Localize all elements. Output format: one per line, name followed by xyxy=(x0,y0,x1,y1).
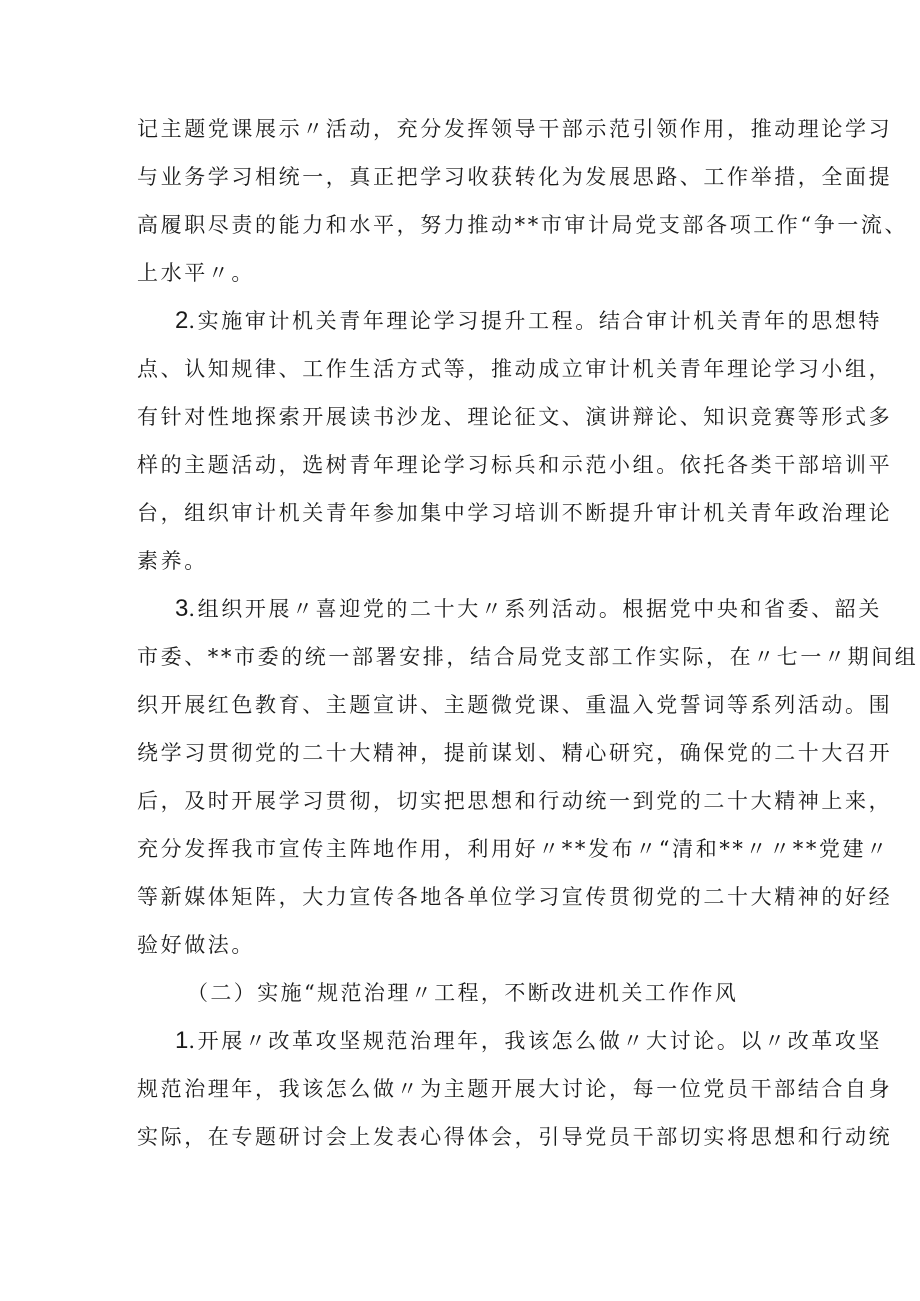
paragraph-line: 素养。 xyxy=(137,549,208,573)
paragraph-line: 验好做法。 xyxy=(137,933,255,957)
paragraph-line: 等新媒体矩阵，大力宣传各地各单位学习宣传贯彻党的二十大精神的好经 xyxy=(137,885,893,909)
paragraph-line: .实施审计机关青年理论学习提升工程。结合审计机关青年的思想特 xyxy=(188,309,883,333)
paragraph-line: .开展〃改革攻坚规范治理年，我该怎么做〃大讨论。以〃改革攻坚 xyxy=(188,1029,883,1053)
paragraph-line: 市委、**市委的统一部署安排，结合局党支部工作实际，在〃七一〃期间组 xyxy=(137,645,919,669)
paragraph-line: 织开展红色教育、主题宣讲、主题微党课、重温入党誓词等系列活动。围 xyxy=(137,693,893,717)
paragraph-line: 上水平〃。 xyxy=(137,261,255,285)
paragraph-line: 样的主题活动，选树青年理论学习标兵和示范小组。依托各类干部培训平 xyxy=(137,453,893,477)
paragraph-line: 后，及时开展学习贯彻，切实把思想和行动统一到党的二十大精神上来， xyxy=(137,789,893,813)
paragraph-line: 台，组织审计机关青年参加集中学习培训不断提升审计机关青年政治理论 xyxy=(137,501,893,525)
paragraph-1-first-line xyxy=(0,1021,920,1061)
paragraph-line: 规范治理年，我该怎么做〃为主题开展大讨论，每一位党员干部结合自身 xyxy=(137,1077,893,1101)
paragraph-2-first-line xyxy=(0,301,920,341)
paragraph-line: 实际，在专题研讨会上发表心得体会，引导党员干部切实将思想和行动统 xyxy=(137,1125,893,1149)
paragraph-line: 记主题党课展示〃活动，充分发挥领导干部示范引领作用，推动理论学习 xyxy=(137,117,893,141)
item-number: 3 xyxy=(175,595,189,622)
paragraph-line: 高履职尽责的能力和水平，努力推动**市审计局党支部各项工作“争一流、 xyxy=(137,213,909,237)
paragraph-line: 点、认知规律、工作生活方式等，推动成立审计机关青年理论学习小组， xyxy=(137,357,893,381)
paragraph-line: 绕学习贯彻党的二十大精神，提前谋划、精心研究，确保党的二十大召开 xyxy=(137,741,893,765)
paragraph-line: .组织开展〃喜迎党的二十大〃系列活动。根据党中央和省委、韶关 xyxy=(188,597,883,621)
paragraph-line: 充分发挥我市宣传主阵地作用，利用好〃**发布〃“清和**〃〃**党建〃 xyxy=(137,837,890,861)
paragraph-line: 有针对性地探索开展读书沙龙、理论征文、演讲辩论、知识竞赛等形式多 xyxy=(137,405,893,429)
item-number: 1 xyxy=(175,1027,189,1054)
section-heading: （二）实施“规范治理〃工程，不断改进机关工作作风 xyxy=(187,981,739,1005)
paragraph-line: 与业务学习相统一，真正把学习收获转化为发展思路、工作举措，全面提 xyxy=(137,165,893,189)
paragraph-3-first-line xyxy=(0,589,920,629)
item-number: 2 xyxy=(175,307,189,334)
